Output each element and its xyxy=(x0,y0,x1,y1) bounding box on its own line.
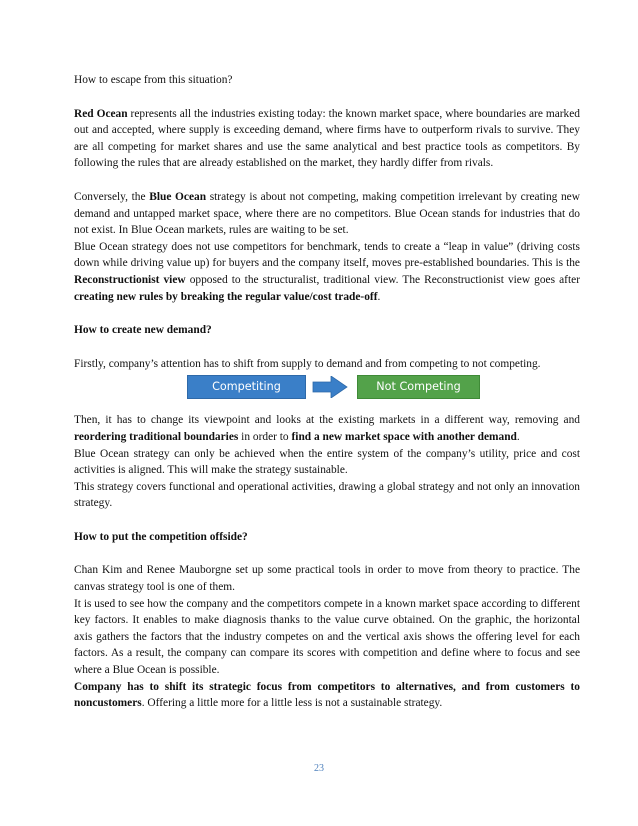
section-heading-offside: How to put the competition offside? xyxy=(74,530,248,543)
intro-question: How to escape from this situation? xyxy=(74,74,233,86)
document-body xyxy=(74,72,580,712)
shift-focus-paragraph: Company has to shift its strategic focus from competitors to alternatives, and from customers to noncustomers. Offering a little more for a little less is not a sustainable strategy. xyxy=(74,680,580,710)
shift-focus-term: Company has to shift its strategic focus from competitors to alternatives, and from customers to noncustomers xyxy=(74,680,580,710)
new-rules-term: creating new rules by breaking the regular value/cost trade-off xyxy=(74,290,378,303)
reordering-term: reordering traditional boundaries xyxy=(74,430,239,443)
competing-diagram xyxy=(74,375,580,399)
firstly-paragraph: Firstly, company’s attention has to shift from supply to demand and from competing to not competing. xyxy=(74,357,541,370)
canvas-tool-paragraph: It is used to see how the company and the competitors compete in a known market space according to different key factors. It enables to make diagnosis thanks to the value curve obtained. On the graphic, the horizontal axis gathers the factors that the industry competes on and the vertical axis shows the offering level for each factors. As a result, the company can compare its scores with competition and define where to focus and see where a Blue Ocean is possible. xyxy=(74,597,580,677)
not-competing-box: Not Competing xyxy=(357,375,480,399)
blue-ocean-paragraph: Conversely, the Blue Ocean strategy is about not competing, making competition irrelevant by creating new demand and untapped market space, where there are no competitors. Blue Ocean stands for industries that do not exist. In Blue Ocean markets, rules are waiting to be set. xyxy=(74,190,580,237)
blue-ocean-term: Blue Ocean xyxy=(149,190,207,203)
operational-paragraph: This strategy covers functional and operational activities, drawing a global strategy and not only an innovation strategy. xyxy=(74,480,580,510)
red-ocean-paragraph: Red Ocean represents all the industries existing today: the known market space, where boundaries are marked out and accepted, where supply is exceeding demand, where firms have to outperform rivals to survive. They are all competing for market shares and use the same analytical and best practice tools as competitors. By following the rules that are already established on the market, they hardly differ from rivals. xyxy=(74,107,581,170)
right-arrow-icon xyxy=(311,376,349,398)
page-number: 23 xyxy=(314,763,324,774)
kim-mauborgne-paragraph: Chan Kim and Renee Mauborgne set up some practical tools in order to move from theory to practice. The canvas strategy tool is one of them. xyxy=(74,564,580,594)
red-ocean-term: Red Ocean xyxy=(74,107,128,120)
section-heading-new-demand: How to create new demand? xyxy=(74,324,212,337)
reconstructionist-paragraph: Blue Ocean strategy does not use competitors for benchmark, tends to create a “leap in value” (driving costs down while driving value up) for buyers and the company itself, moves pre-established boundaries. This is the Reconstructionist view opposed to the structuralist, traditional view. The Reconstructionist view goes after creating new rules by breaking the regular value/cost trade-off. xyxy=(74,240,580,303)
viewpoint-paragraph: Then, it has to change its viewpoint and looks at the existing markets in a different way, removing and reordering traditional boundaries in order to find a new market space with another demand. xyxy=(74,414,580,443)
reconstructionist-term: Reconstructionist view xyxy=(74,273,186,286)
competiting-box: Competiting xyxy=(187,375,306,399)
new-market-term: find a new market space with another demand xyxy=(291,430,517,443)
aligned-paragraph: Blue Ocean strategy can only be achieved when the entire system of the company’s utility, price and cost activities is aligned. This will make the strategy sustainable. xyxy=(74,447,580,477)
